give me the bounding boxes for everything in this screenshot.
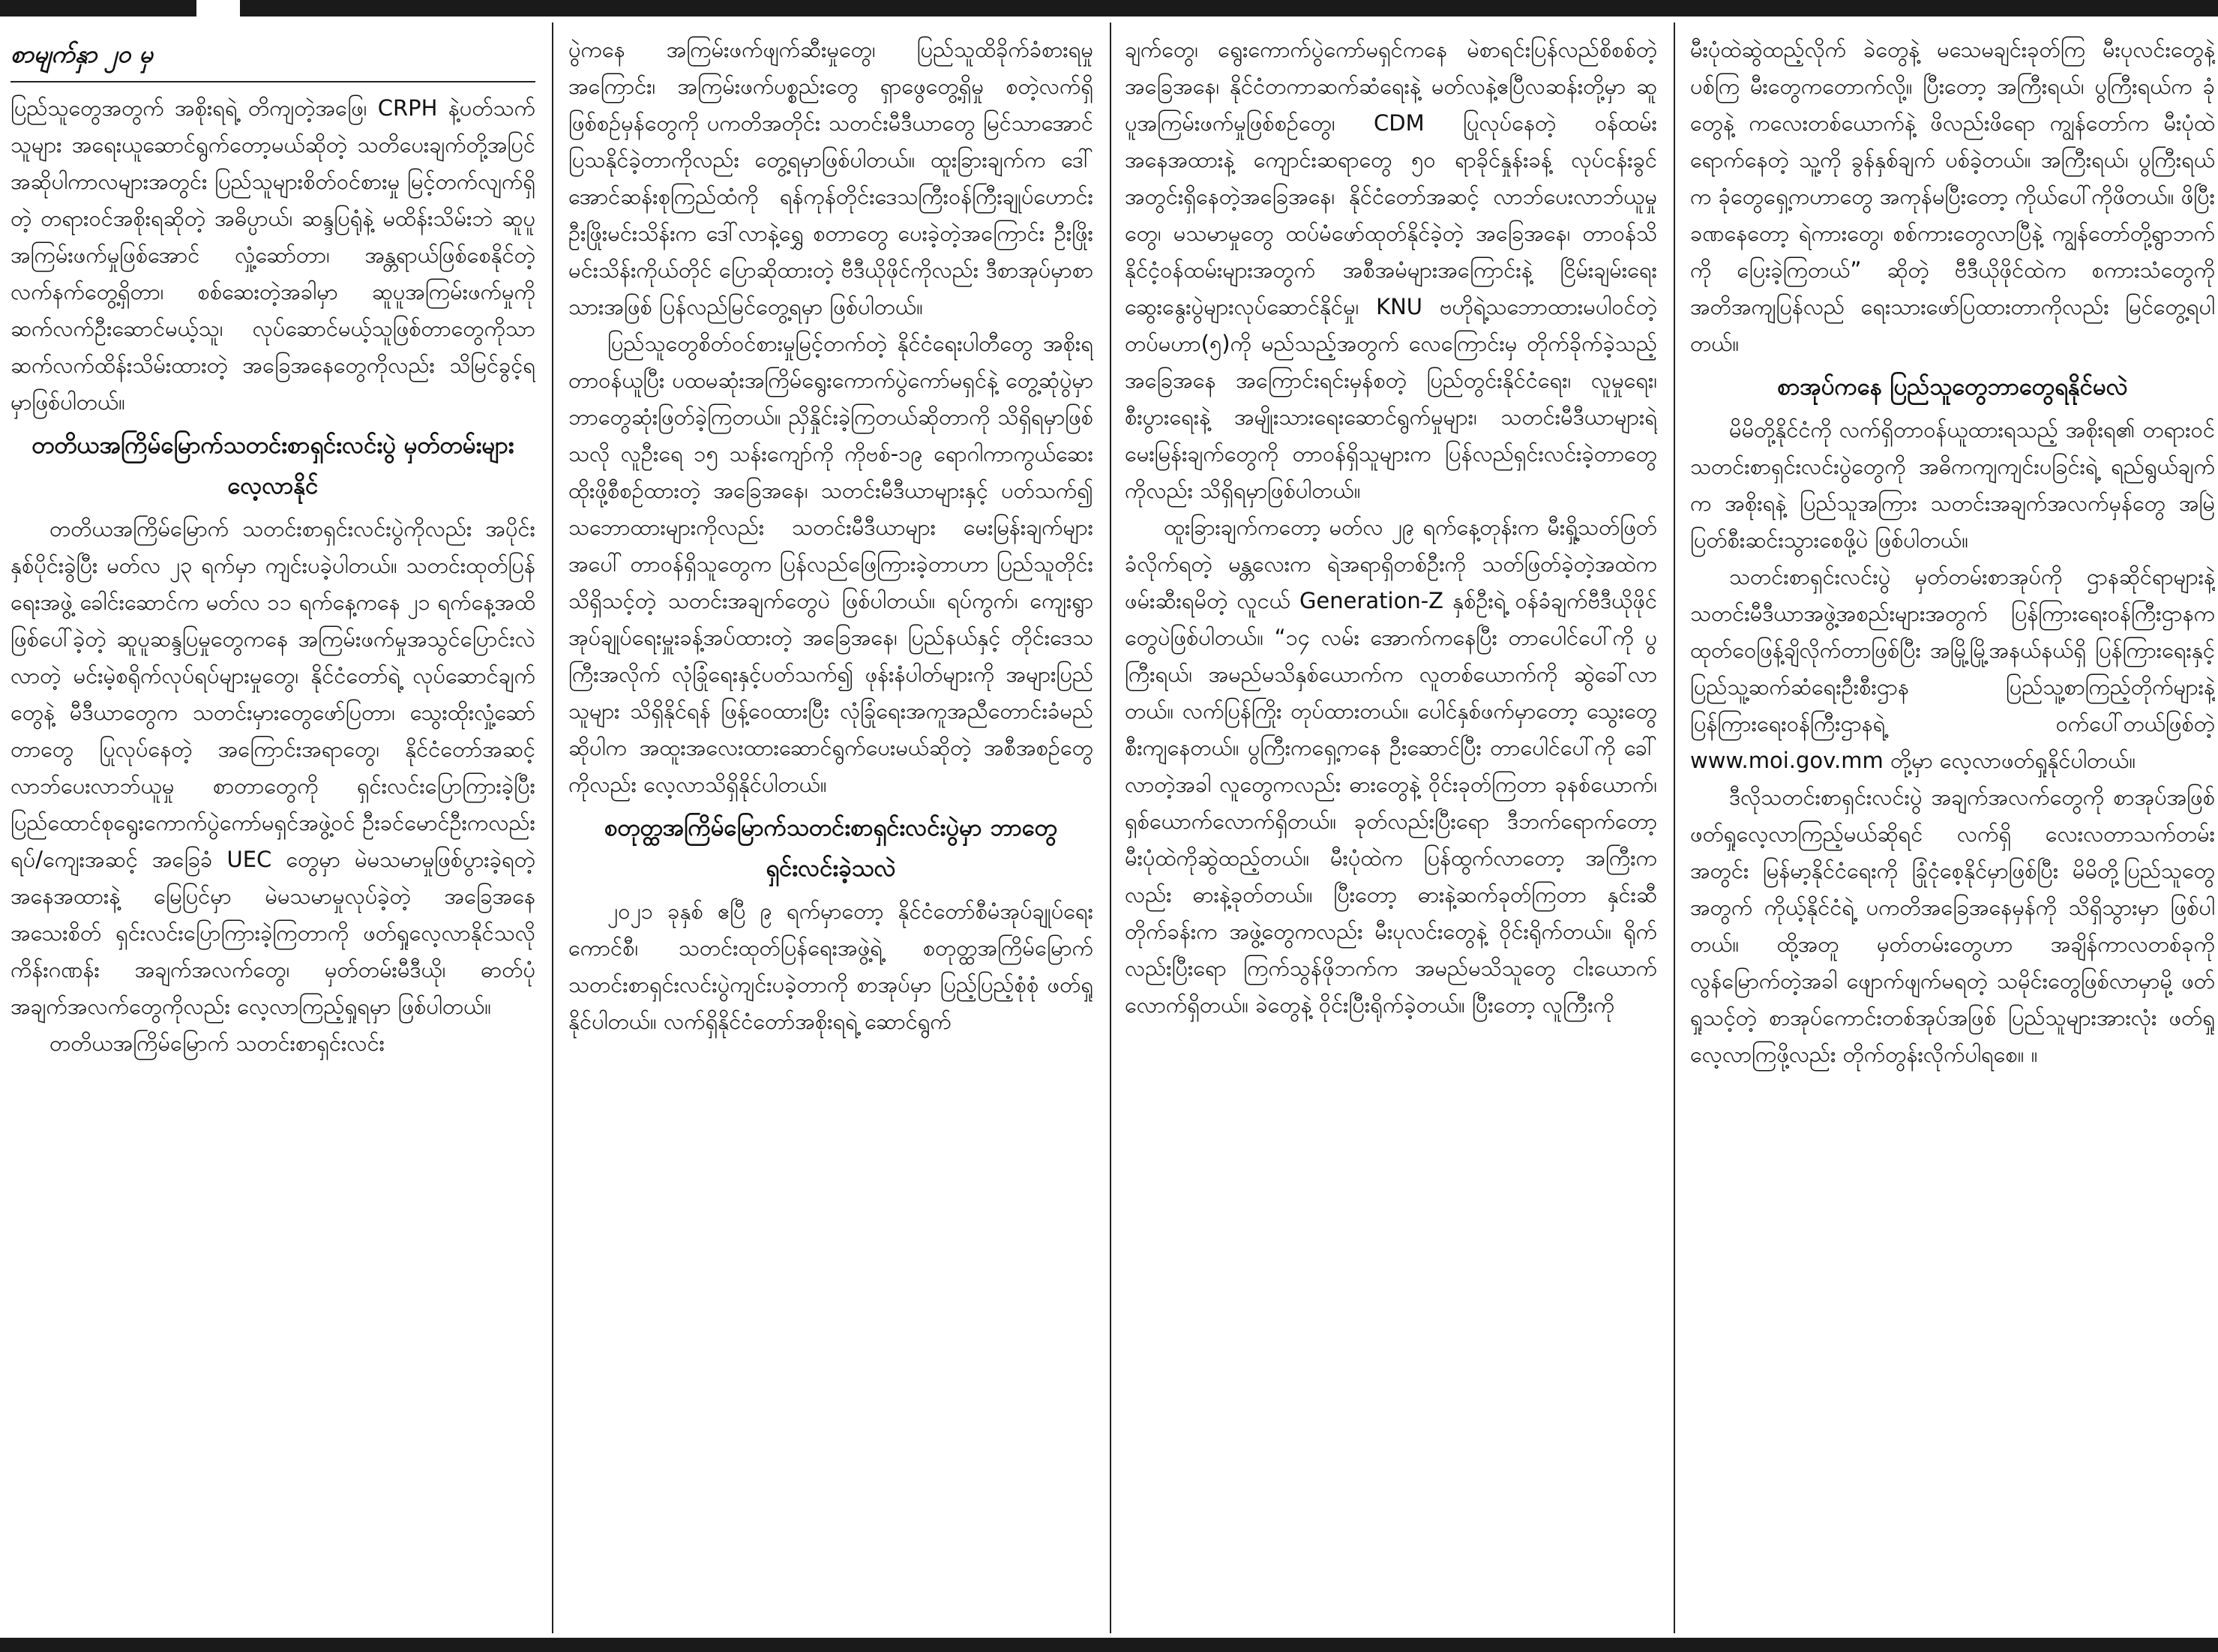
paragraph: မိမိတို့နိုင်ငံကို လက်ရှိတာဝန်ယူထားရသည့် အစိုးရ၏ တရားဝင် သတင်းစာရှင်းလင်းပွဲတွေကို အဓိကကျကျင်းပခြင်းရဲ့ ရည်ရွယ်ချက်က အစိုးရနဲ့ ပြည်သူအကြား သတင်းအချက်အလက်မှန်တွေ အမြဲပြတ်စီးဆင်းသွားစေဖို့ပဲ ဖြစ်ပါတယ်။ bbox=[1690, 417, 2215, 553]
section-heading: စာအုပ်ကနေ ပြည်သူတွေဘာတွေရနိုင်မလဲ bbox=[1777, 373, 2128, 400]
column-divider bbox=[552, 22, 553, 1633]
paragraph: ပြည်သူတွေအတွက် အစိုးရရဲ့ တိကျတဲ့အဖြေ၊ CRPH နဲ့ပတ်သက်သူများ အရေးယူဆောင်ရွက်တော့မယ်ဆိုတဲ့ သတိပေးချက်တို့အပြင် အဆိုပါကာလများအတွင်း ပြည်သူများစိတ်ဝင်စားမှု မြင့်တက်လျက်ရှိတဲ့ တရားဝင်အစိုးရဆိုတဲ့ အဓိပ္ပာယ်၊ ဆန္ဒပြရုံနဲ့ မထိန်းသိမ်းဘဲ ဆူပူအကြမ်းဖက်မှုဖြစ်အောင် လှုံ့ဆော်တာ၊ အန္တရာယ်ဖြစ်စေနိုင်တဲ့ လက်နက်တွေ့ရှိတာ၊ စစ်ဆေးတဲ့အခါမှာ ဆူပူအကြမ်းဖက်မှုကို ဆက်လက်ဦးဆောင်မယ့်သူ၊ လုပ်ဆောင်မယ့်သူဖြစ်တာတွေကိုသာ ဆက်လက်ထိန်းသိမ်းထားတဲ့ အခြေအနေတွေကိုလည်း သိမြင်ခွင့်ရမှာဖြစ်ပါတယ်။ bbox=[10, 95, 535, 415]
column-divider bbox=[1674, 22, 1675, 1633]
divider bbox=[10, 81, 535, 82]
paragraph: မီးပုံထဲဆွဲထည့်လိုက် ခဲတွေနဲ့ မသေမချင်းခုတ်ကြ မီးပုလင်းတွေနဲ့ ပစ်ကြ မီးတွေကတောက်လို့။ ပြီးတော့ အကြီးရယ်၊ ပွကြီးရယ်က ခုံတွေနဲ့ ကလေးတစ်ယောက်နဲ့ ဖိလည်းဖိရော ကျွန်တော်က မီးပုံထဲရောက်နေတဲ့ သူ့ကို ခွန်နှစ်ချက် ပစ်ခဲ့တယ်။ အကြီးရယ်၊ ပွကြီးရယ်က ခုံတွေရှေ့ကဟာတွေ အကုန်မပြီးတော့ ကိုယ်ပေါ်ကိုဖိတယ်။ ဖိပြီး ခဏနေတော့ ရဲကားတွေ၊ စစ်ကားတွေလာပြီနဲ့ ကျွန်တော်တို့ရွာဘက်ကို ပြေးခဲ့ကြတယ်” ဆိုတဲ့ ဗီဒီယိုဖိုင်ထဲက စကားသံတွေကို အတိအကျပြန်လည် ရေးသားဖော်ပြထားတာကိုလည်း မြင်တွေ့ရပါတယ်။ bbox=[1690, 37, 2215, 356]
paragraph: သတင်းစာရှင်းလင်းပွဲ မှတ်တမ်းစာအုပ်ကို ဌာနဆိုင်ရာများနဲ့ သတင်းမီဒီယာအဖွဲ့အစည်းများအတွက် ပြန်ကြားရေးဝန်ကြီးဌာနက ထုတ်ဝေဖြန့်ချိလိုက်တာဖြစ်ပြီး အမြို့မြို့အနယ်နယ်ရှိ ပြန်ကြားရေးနှင့် ပြည်သူ့ဆက်ဆံရေးဦးစီးဌာန ပြည်သူ့စာကြည့်တိုက်များနဲ့ ပြန်ကြားရေးဝန်ကြီးဌာနရဲ့ ဝက်ပေါ်တယ်ဖြစ်တဲ့ www.moi.gov.mm တို့မှာ လေ့လာဖတ်ရှုနိုင်ပါတယ်။ bbox=[1690, 564, 2215, 773]
section-heading: စတုတ္ထအကြိမ်မြောက်သတင်းစာရှင်းလင်းပွဲမှာ ဘာတွေရှင်းလင်းခဲ့သလဲ bbox=[604, 814, 1057, 882]
paragraph: ၂၀၂၁ ခုနှစ် ဧပြီ ၉ ရက်မှာတော့ နိုင်ငံတော်စီမံအုပ်ချုပ်ရေးကောင်စီ၊ သတင်းထုတ်ပြန်ရေးအဖွဲ့ရဲ့ စတုတ္ထအကြိမ်မြောက် သတင်းစာရှင်းလင်းပွဲကျင်းပခဲ့တာကို စာအုပ်မှာ ပြည့်ပြည့်စုံစုံ ဖတ်ရှုနိုင်ပါတယ်။ လက်ရှိနိုင်ငံတော်အစိုးရရဲ့ ဆောင်ရွက် bbox=[568, 898, 1093, 1034]
paragraph: ဒီလိုသတင်းစာရှင်းလင်းပွဲ အချက်အလက်တွေကို စာအုပ်အဖြစ် ဖတ်ရှုလေ့လာကြည့်မယ်ဆိုရင် လက်ရှိ လေးလတာသက်တမ်းအတွင်း မြန်မာ့နိုင်ငံရေးကို ခြုံငုံစေ့နိုင်မှာဖြစ်ပြီး မိမိတို့ပြည်သူတွေအတွက် ကိုယ့်နိုင်ငံရဲ့ ပကတိအခြေအနေမှန်ကို သိရှိသွားမှာ ဖြစ်ပါတယ်။ ထို့အတူ မှတ်တမ်းတွေဟာ အချိန်ကာလတစ်ခုကို လွန်မြောက်တဲ့အခါ ဖျောက်ဖျက်မရတဲ့ သမိုင်းတွေဖြစ်လာမှာမို့ ဖတ်ရှုသင့်တဲ့ စာအုပ်ကောင်းတစ်အုပ်အဖြစ် ပြည်သူများအားလုံး ဖတ်ရှုလေ့လာကြဖို့လည်း တိုက်တွန်းလိုက်ပါရစေ။ ။ bbox=[1690, 784, 2215, 1067]
article-column-4 bbox=[1690, 31, 2215, 1627]
paragraph: တတိယအကြိမ်မြောက် သတင်းစာရှင်းလင်း bbox=[49, 1030, 385, 1056]
paragraph: တတိယအကြိမ်မြောက် သတင်းစာရှင်းလင်းပွဲကိုလည်း အပိုင်းနှစ်ပိုင်းခွဲပြီး မတ်လ ၂၃ ရက်မှာ ကျင်းပခဲ့ပါတယ်။ သတင်းထုတ်ပြန်ရေးအဖွဲ့ ခေါင်းဆောင်က မတ်လ ၁၁ ရက်နေ့ကနေ ၂၁ ရက်နေ့အထိ ဖြစ်ပေါ်ခဲ့တဲ့ ဆူပူဆန္ဒပြမှုတွေကနေ အကြမ်းဖက်မှုအသွင်ပြောင်းလဲလာတဲ့ မင်းမဲ့စရိုက်လုပ်ရပ်များမှုတွေ၊ နိုင်ငံတော်ရဲ့ လုပ်ဆောင်ချက်တွေနဲ့ မီဒီယာတွေက သတင်းမှားတွေဖော်ပြတာ၊ သွေးထိုးလှုံ့ဆော်တာတွေ ပြုလုပ်နေတဲ့ အကြောင်းအရာတွေ၊ နိုင်ငံတော်အဆင့် လာဘ်ပေးလာဘ်ယူမှု စာတာတွေကို ရှင်းလင်းပြောကြားခဲ့ပြီး ပြည်ထောင်စုရွေးကောက်ပွဲကော်မရှင်အဖွဲ့ဝင် ဦးခင်မောင်ဦးကလည်း ရပ်/ကျေးအဆင့် အခြေခံ UEC တွေမှာ မဲမသမာမှုဖြစ်ပွားခဲ့ရတဲ့ အနေအထားနဲ့ မြေပြင်မှာ မဲမသမာမှုလုပ်ခဲ့တဲ့ အခြေအနေ အသေးစိတ် ရှင်းလင်းပြောကြားခဲ့ကြတာကို ဖတ်ရှုလေ့လာနိုင်သလို ကိန်းဂဏန်း အချက်အလက်တွေ၊ မှတ်တမ်းမီဒီယို၊ ဓာတ်ပုံအချက်အလက်တွေကိုလည်း လေ့လာကြည့်ရှုရမှာ ဖြစ်ပါတယ်။ bbox=[10, 516, 535, 1019]
column-divider bbox=[1110, 22, 1111, 1633]
continuation-label: စာမျက်နှာ ၂၀ မှ bbox=[10, 40, 153, 68]
paragraph: ပြည်သူတွေစိတ်ဝင်စားမှုမြင့်တက်တဲ့ နိုင်ငံရေးပါတီတွေ အစိုးရတာဝန်ယူပြီး ပထမဆုံးအကြိမ်ရွေးကောက်ပွဲကော်မရှင်နဲ့ တွေ့ဆုံပွဲမှာ ဘာတွေဆုံးဖြတ်ခဲ့ကြတယ်။ ညှိနှိုင်းခဲ့ကြတယ်ဆိုတာကို သိရှိရမှာဖြစ်သလို လူဦးရေ ၁၅ သန်းကျော်ကို ကိုဗစ်-၁၉ ရောဂါကာကွယ်ဆေးထိုးဖို့စီစဉ်ထားတဲ့ အခြေအနေ၊ သတင်းမီဒီယာများနှင့် ပတ်သက်၍ သဘောထားများကိုလည်း သတင်းမီဒီယာများ မေးမြန်းချက်များအပေါ် တာဝန်ရှိသူတွေက ပြန်လည်ဖြေကြားခဲ့တာဟာ ပြည်သူတိုင်းသိရှိသင့်တဲ့ သတင်းအချက်တွေပဲ ဖြစ်ပါတယ်။ ရပ်ကွက်၊ ကျေးရွာ အုပ်ချုပ်ရေးမှူးခန့်အပ်ထားတဲ့ အခြေအနေ၊ ပြည်နယ်နှင့် တိုင်းဒေသကြီးအလိုက် လုံခြုံရေးနှင့်ပတ်သက်၍ ဖုန်းနံပါတ်များကို အများပြည်သူများ သိရှိနိုင်ရန် ဖြန့်ဝေထားပြီး လုံခြုံရေးအကူအညီတောင်းခံမည်ဆိုပါက အထူးအလေးထားဆောင်ရွက်ပေးမယ်ဆိုတဲ့ အစီအစဉ်တွေကိုလည်း လေ့လာသိရှိနိုင်ပါတယ်။ bbox=[568, 331, 1093, 797]
paragraph: ပွဲကနေ အကြမ်းဖက်ဖျက်ဆီးမှုတွေ၊ ပြည်သူထိခိုက်ခံစားရမှုအကြောင်း၊ အကြမ်းဖက်ပစ္စည်းတွေ ရှာဖွေတွေ့ရှိမှု စတဲ့လက်ရှိဖြစ်စဉ်မှန်တွေကို ပကတိအတိုင်း သတင်းမီဒီယာတွေ မြင်သာအောင် ပြသနိုင်ခဲ့တာကိုလည်း တွေ့ရမှာဖြစ်ပါတယ်။ ထူးခြားချက်က ဒေါ်အောင်ဆန်းစုကြည်ထံကို ရန်ကုန်တိုင်းဒေသကြီးဝန်ကြီးချုပ်ဟောင်း ဦးဖြိုးမင်းသိန်းက ဒေါ်လာနဲ့ရွှေ စတာတွေ ပေးခဲ့တဲ့အကြောင်း ဦးဖြိုးမင်းသိန်းကိုယ်တိုင် ပြောဆိုထားတဲ့ ဗီဒီယိုဖိုင်ကိုလည်း ဒီစာအုပ်မှာစာသားအဖြစ် ပြန်လည်မြင်တွေ့ရမှာ ဖြစ်ပါတယ်။ bbox=[568, 37, 1093, 319]
paragraph: ထူးခြားချက်ကတော့ မတ်လ ၂၉ ရက်နေ့တုန်းက မီးရှို့သတ်ဖြတ်ခံလိုက်ရတဲ့ မန္တလေးက ရဲအရာရှိတစ်ဦးကို သတ်ဖြတ်ခဲ့တဲ့အထဲက ဖမ်းဆီးရမိတဲ့ လူငယ် Generation-Z နှစ်ဦးရဲ့ ဝန်ခံချက်ဗီဒီယိုဖိုင်တွေပဲဖြစ်ပါတယ်။ “၁၄ လမ်း အောက်ကနေပြီး တာပေါင်ပေါ်ကို ပွကြီးရယ်၊ အမည်မသိနှစ်ယောက်က လူတစ်ယောက်ကို ဆွဲခေါ်လာတယ်။ လက်ပြန်ကြိုး တုပ်ထားတယ်။ ပေါင်နှစ်ဖက်မှာတော့ သွေးတွေ စီးကျနေတယ်။ ပွကြီးကရှေ့ကနေ ဦးဆောင်ပြီး တာပေါင်ပေါ်ကို ခေါ်လာတဲ့အခါ လူတွေကလည်း ဓားတွေနဲ့ ဝိုင်းခုတ်ကြတာ ခုနစ်ယောက်၊ ရှစ်ယောက်လောက်ရှိတယ်။ ခုတ်လည်းပြီးရော ဒီဘက်ရောက်တော့ မီးပုံထဲကိုဆွဲထည့်တယ်။ မီးပုံထဲက ပြန်ထွက်လာတော့ အကြီးကလည်း ဓားနဲ့ခုတ်တယ်။ ပြီးတော့ ဓားနဲ့ဆက်ခုတ်ကြတာ နှင်းဆီတိုက်ခန်းက အဖွဲ့တွေကလည်း မီးပုလင်းတွေနဲ့ ဝိုင်းရိုက်တယ်။ ရိုက်လည်းပြီးရော ကြက်သွန်ဖိုဘက်က အမည်မသိသူတွေ ငါးယောက်လောက်ရှိတယ်။ ခဲတွေနဲ့ ဝိုင်းပြီးရိုက်ခဲ့တယ်။ ပြီးတော့ လူကြီးကို bbox=[1125, 514, 1657, 1018]
section-heading: တတိယအကြိမ်မြောက်သတင်းစာရှင်းလင်းပွဲ မှတ်တမ်းများ လေ့လာနိုင် bbox=[31, 432, 514, 499]
paragraph: ချက်တွေ၊ ရွေးကောက်ပွဲကော်မရှင်ကနေ မဲစာရင်းပြန်လည်စိစစ်တဲ့ အခြေအနေ၊ နိုင်ငံတကာဆက်ဆံရေးနဲ့ မတ်လနဲ့ဧပြီလဆန်းတို့မှာ ဆူပူအကြမ်းဖက်မှုဖြစ်စဉ်တွေ၊ CDM ပြုလုပ်နေတဲ့ ဝန်ထမ်းအနေအထားနဲ့ ကျောင်းဆရာတွေ ၅၀ ရာခိုင်နှုန်းခန့် လုပ်ငန်းခွင်အတွင်းရှိနေတဲ့အခြေအနေ၊ နိုင်ငံတော်အဆင့် လာဘ်ပေးလာဘ်ယူမှုတွေ၊ မသမာမှုတွေ ထပ်မံဖော်ထုတ်နိုင်ခဲ့တဲ့ အခြေအနေ၊ တာဝန်သိနိုင်ငံ့ဝန်ထမ်းများအတွက် အစီအမံများအကြောင်းနဲ့ ငြိမ်းချမ်းရေးဆွေးနွေးပွဲများလုပ်ဆောင်နိုင်မှု၊ KNU ဗဟိုရဲ့သဘောထားမပါဝင်တဲ့ တပ်မဟာ(၅)ကို မည်သည့်အတွက် လေကြောင်းမှ တိုက်ခိုက်ခဲ့သည့် အခြေအနေ အကြောင်းရင်းမှန်စတဲ့ ပြည်တွင်းနိုင်ငံရေး၊ လူမှုရေး၊ စီးပွားရေးနဲ့ အမျိုးသားရေးဆောင်ရွက်မှုများ၊ သတင်းမီဒီယာများရဲ့မေးမြန်းချက်တွေကို တာဝန်ရှိသူများက ပြန်လည်ရှင်းလင်းခဲ့တာတွေကိုလည်း သိရှိရမှာဖြစ်ပါတယ်။ bbox=[1125, 37, 1657, 503]
article-column-1 bbox=[10, 31, 535, 1627]
top-border-right bbox=[240, 0, 2218, 16]
top-border-left bbox=[0, 0, 196, 16]
article-column-2 bbox=[568, 31, 1093, 1627]
bottom-border bbox=[0, 1638, 2218, 1652]
article-column-3 bbox=[1125, 31, 1657, 1627]
